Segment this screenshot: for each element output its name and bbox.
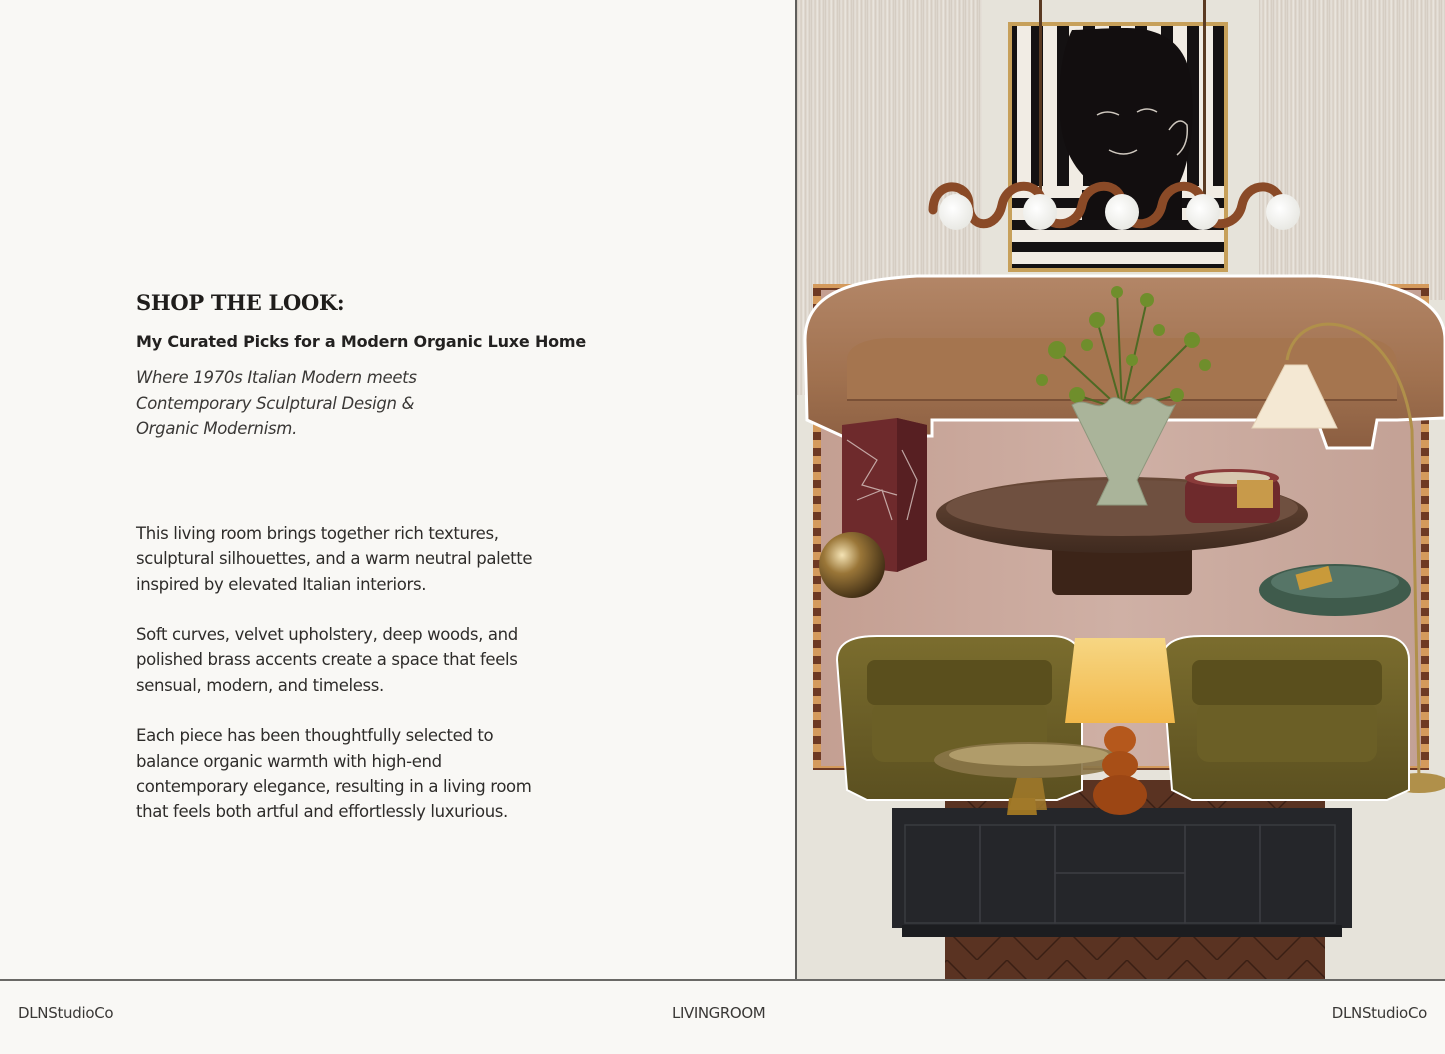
living-room-moodboard (797, 0, 1445, 979)
paragraph-line: inspired by elevated Italian interiors. (136, 574, 427, 594)
footer-brand-right: DLNStudioCo (1331, 1004, 1427, 1022)
tagline-line: Where 1970s Italian Modern meets (136, 368, 417, 387)
paragraph-selection (136, 723, 576, 824)
paragraph-line: sensual, modern, and timeless. (136, 675, 384, 695)
footer-section-label: LIVINGROOM (672, 1004, 766, 1022)
paragraph-textures (136, 521, 576, 597)
paragraph-line: sculptural silhouettes, and a warm neutral palette (136, 549, 533, 569)
paragraph-line: balance organic warmth with high-end (136, 751, 442, 771)
subtitle: My Curated Picks for a Modern Organic Luxe Home (136, 332, 587, 351)
tagline (136, 365, 466, 442)
body-copy (136, 521, 576, 850)
paragraph-line: contemporary elegance, resulting in a living room (136, 776, 532, 796)
footer (0, 981, 1445, 1054)
vertical-divider (795, 0, 797, 981)
paragraph-line: Each piece has been thoughtfully selected to (136, 726, 494, 746)
black-oak-sideboard (892, 808, 1352, 937)
footer-brand-left: DLNStudioCo (18, 1004, 114, 1022)
green-marble-fluted-bowl (1259, 564, 1411, 616)
paragraph-line: polished brass accents create a space that feels (136, 650, 518, 670)
brass-sphere-object (819, 532, 885, 598)
marble-coaster-set (1185, 469, 1280, 523)
paragraph-line: Soft curves, velvet upholstery, deep woods, and (136, 625, 518, 645)
paragraph-line: that feels both artful and effortlessly luxurious. (136, 802, 508, 822)
section-title: SHOP THE LOOK: (136, 290, 345, 315)
olive-velvet-armchair-right (1162, 636, 1409, 800)
tagline-line: Organic Modernism. (136, 419, 298, 438)
paragraph-curves (136, 622, 576, 698)
paragraph-line: This living room brings together rich textures, (136, 524, 499, 543)
tagline-line: Contemporary Sculptural Design & (136, 393, 415, 413)
